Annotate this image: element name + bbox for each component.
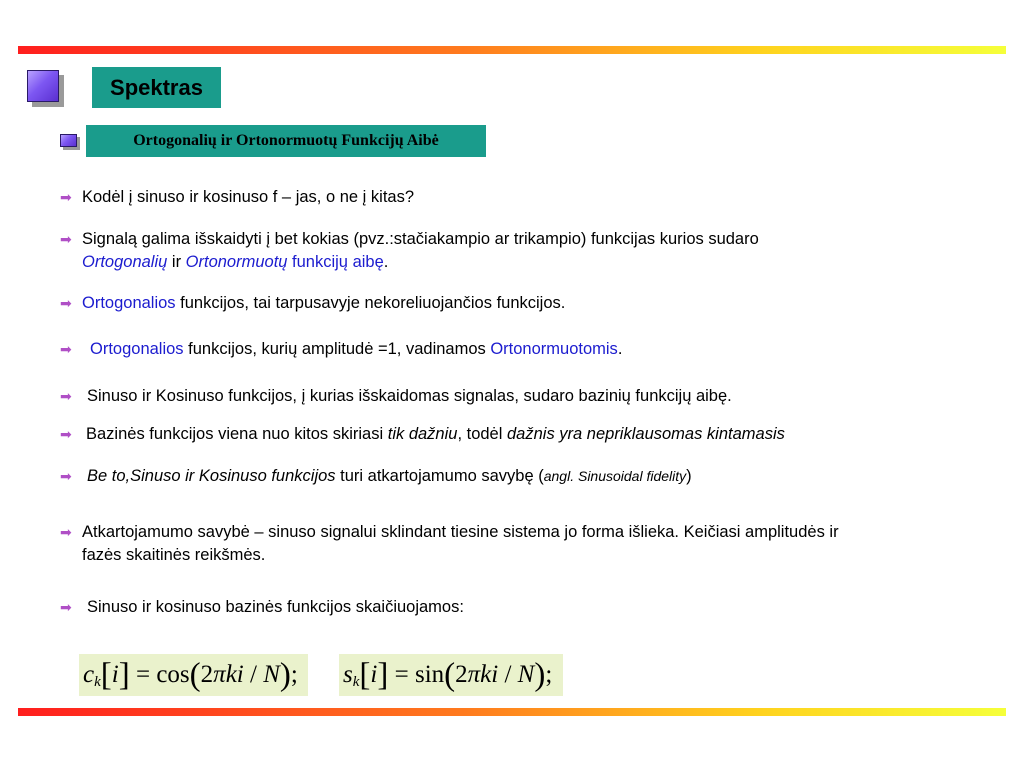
square-bullet-icon — [27, 70, 61, 104]
bullet-text: Sinuso ir Kosinuso funkcijos, į kurias išskaidomas signalas, sudaro bazinių funkcijų aibę. — [87, 387, 732, 405]
right-arrow-icon: ➡ — [60, 231, 72, 247]
bullet-item — [60, 338, 623, 360]
bottom-gradient-bar — [18, 708, 1006, 716]
bullet-text: Ortogonalios funkcijos, kurių amplitudė =1, vadinamos Ortonormuotomis. — [90, 340, 623, 358]
right-arrow-icon: ➡ — [60, 189, 72, 205]
bullet-item — [60, 465, 692, 487]
bullet-item — [60, 228, 759, 271]
bullet-item — [60, 186, 415, 208]
right-arrow-icon: ➡ — [60, 295, 72, 311]
right-arrow-icon: ➡ — [60, 426, 72, 442]
bullet-text: Sinuso ir kosinuso bazinės funkcijos skaičiuojamos: — [87, 598, 464, 616]
bullet-text: Bazinės funkcijos viena nuo kitos skiriasi tik dažniu, todėl dažnis yra nepriklausomas kintamasis — [86, 425, 785, 443]
bullet-text-continuation: fazės skaitinės reikšmės. — [82, 546, 266, 564]
bullet-item — [60, 521, 839, 564]
bullet-text: Be to,Sinuso ir Kosinuso funkcijos turi atkartojamumo savybę (angl. Sinusoidal fidelity) — [87, 467, 692, 485]
bullet-text: Atkartojamumo savybė – sinuso signalui sklindant tiesine sistema jo forma išlieka. Keičiasi amplitudės ir — [82, 523, 839, 541]
right-arrow-icon: ➡ — [60, 341, 72, 357]
sine-formula: $s_k[i] = \sin(2\pi ki / N)$; — [339, 654, 563, 696]
cosine-formula: $c_k[i] = \cos(2\pi ki / N)$; — [79, 654, 308, 696]
bullet-text: Kodėl į sinuso ir kosinuso f – jas, o ne į kitas? — [82, 188, 415, 206]
page-title: Spektras — [92, 67, 221, 108]
right-arrow-icon: ➡ — [60, 468, 72, 484]
bullet-text: Signalą galima išskaidyti į bet kokias (pvz.:stačiakampio ar trikampio) funkcijas kurios sudaro — [82, 230, 759, 248]
top-gradient-bar — [18, 46, 1006, 54]
bullet-text: Ortogonalios funkcijos, tai tarpusavyje nekoreliuojančios funkcijos. — [82, 294, 566, 312]
right-arrow-icon: ➡ — [60, 524, 72, 540]
bullet-item — [60, 423, 785, 445]
bullet-text-continuation: Ortogonalių ir Ortonormuotų funkcijų aibę. — [82, 253, 389, 271]
right-arrow-icon: ➡ — [60, 599, 72, 615]
bullet-item — [60, 292, 566, 314]
square-bullet-icon — [60, 134, 78, 148]
bullet-item — [60, 596, 464, 618]
bullet-item — [60, 385, 732, 407]
right-arrow-icon: ➡ — [60, 388, 72, 404]
section-subtitle: Ortogonalių ir Ortonormuotų Funkcijų Aibė — [86, 125, 486, 157]
